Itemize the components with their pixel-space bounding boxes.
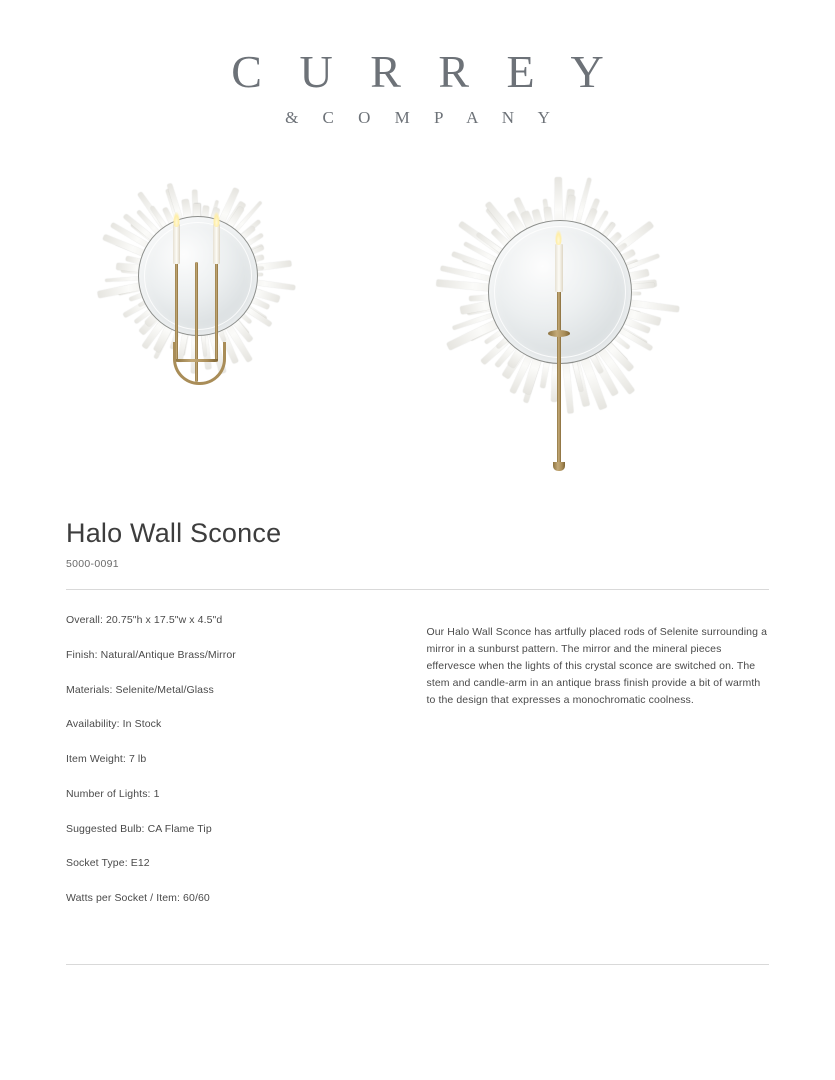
list-item: Availability: In Stock [66,718,162,731]
product-image-gallery [66,162,769,492]
list-item: Finish: Natural/Antique Brass/Mirror [66,649,236,662]
product-image-angle [426,162,756,502]
product-sku: 5000-0091 [66,558,119,571]
product-image-front [76,162,376,492]
list-item: Suggested Bulb: CA Flame Tip [66,822,212,835]
list-item: Socket Type: E12 [66,857,150,870]
product-details [66,613,769,925]
list-item: Watts per Socket / Item: 60/60 [66,892,210,905]
divider-bottom [66,964,769,965]
divider-top [66,589,769,590]
product-title-block [66,518,769,570]
brand-logo [66,0,769,128]
description-text: Our Halo Wall Sconce has artfully placed rods of Selenite surrounding a mirror in a sunburst pattern. The mirror and the mineral pieces effervesce when the lights of this crystal sconce are switched on. The stem and candle-arm in an antique brass finish provide a bit of warmth to the design that expresses a monochromatic coolness. [426,625,768,706]
product-description [426,613,769,925]
brand-name-secondary: & C O M P A N Y [285,108,560,128]
list-item: Overall: 20.75"h x 17.5"w x 4.5"d [66,614,223,627]
list-item: Materials: Selenite/Metal/Glass [66,683,214,696]
list-item: Item Weight: 7 lb [66,753,147,766]
brand-name-primary: C U R R E Y [231,46,617,97]
list-item: Number of Lights: 1 [66,787,160,800]
page-title: Halo Wall Sconce [66,518,282,549]
specification-list [66,613,415,925]
